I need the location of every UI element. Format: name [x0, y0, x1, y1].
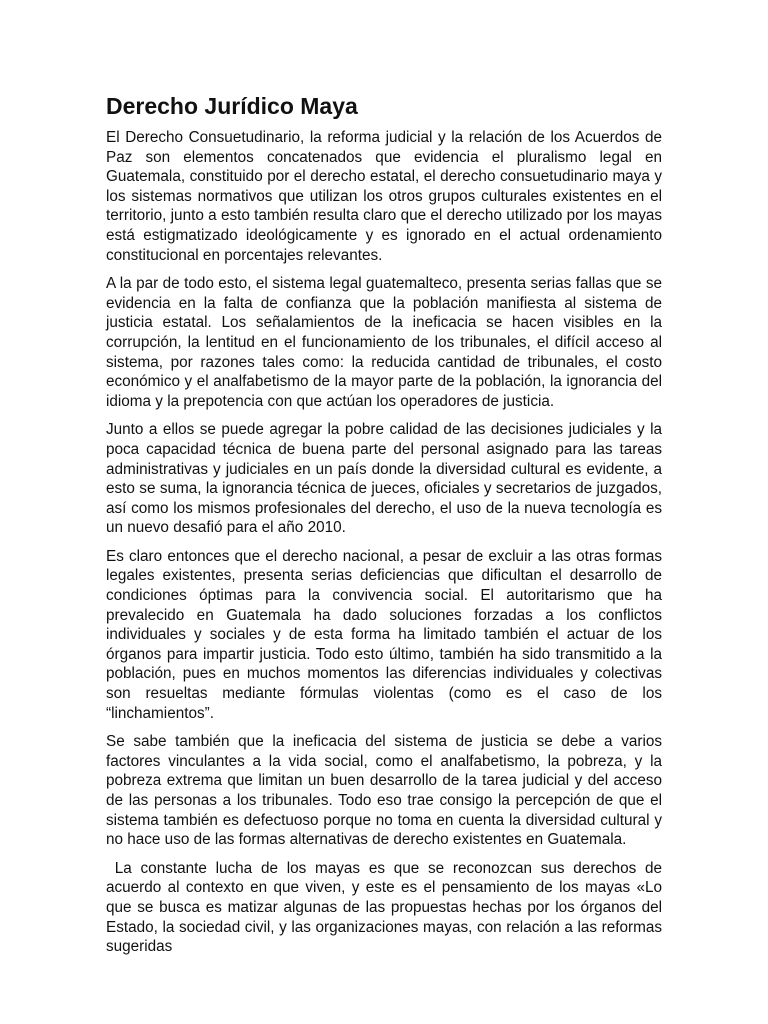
paragraph-4: Es claro entonces que el derecho nacional, a pesar de excluir a las otras formas legales existentes, presenta serias deficiencias que dificultan el desarrollo de condiciones óptimas para la convivencia social. El autoritarismo que ha prevalecido en Guatemala ha dado soluciones forzadas a los conflictos individuales y sociales y de esta forma ha limitado también el actuar de los órganos para impartir justicia. Todo esto último, también ha sido transmitido a la población, pues en muchos momentos las diferencias individuales y colectivas son resueltas mediante fórmulas violentas (como es el caso de los “linchamientos”.	[106, 547, 662, 722]
paragraph-1: El Derecho Consuetudinario, la reforma judicial y la relación de los Acuerdos de Paz son elementos concatenados que evidencia el pluralismo legal en Guatemala, constituido por el derecho estatal, el derecho consuetudinario maya y los sistemas normativos que utilizan los otros grupos culturales existentes en el territorio, junto a esto también resulta claro que el derecho utilizado por los mayas está estigmatizado ideológicamente y es ignorado en el actual ordenamiento constitucional en porcentajes relevantes.	[106, 129, 662, 264]
paragraph-6: La constante lucha de los mayas es que se reconozcan sus derechos de acuerdo al contexto en que viven, y este es el pensamiento de los mayas «Lo que se busca es matizar algunas de las propuestas hechas por los órganos del Estado, la sociedad civil, y las organizaciones mayas, con relación a las reformas sugeridas	[106, 859, 667, 956]
document-title: Derecho Jurídico Maya	[106, 93, 358, 119]
paragraph-2: A la par de todo esto, el sistema legal guatemalteco, presenta serias fallas que se evidencia en la falta de confianza que la población manifiesta al sistema de justicia estatal. Los señalamientos de la ineficacia se hacen visibles en la corrupción, la lentitud en el funcionamiento de los tribunales, el difícil acceso al sistema, por razones tales como: la reducida cantidad de tribunales, el costo económico y el analfabetismo de la mayor parte de la población, la ignorancia del idioma y la prepotencia con que actúan los operadores de justicia.	[106, 275, 662, 410]
paragraph-5: Se sabe también que la ineficacia del sistema de justicia se debe a varios factores vinculantes a la vida social, como el analfabetismo, la pobreza, y la pobreza extrema que limitan un buen desarrollo de la tarea judicial y del acceso de las personas a los tribunales. Todo eso trae consigo la percepción de que el sistema también es defectuoso porque no toma en cuenta la diversidad cultural y no hace uso de las formas alternativas de derecho existentes en Guatemala.	[106, 733, 662, 849]
paragraph-3: Junto a ellos se puede agregar la pobre calidad de las decisiones judiciales y la poca capacidad técnica de buena parte del personal asignado para las tareas administrativas y judiciales en un país donde la diversidad cultural es evidente, a esto se suma, la ignorancia técnica de jueces, oficiales y secretarios de juzgados, así como los mismos profesionales del derecho, el uso de la nueva tecnología es un nuevo desafió para el año 2010.	[106, 421, 662, 537]
